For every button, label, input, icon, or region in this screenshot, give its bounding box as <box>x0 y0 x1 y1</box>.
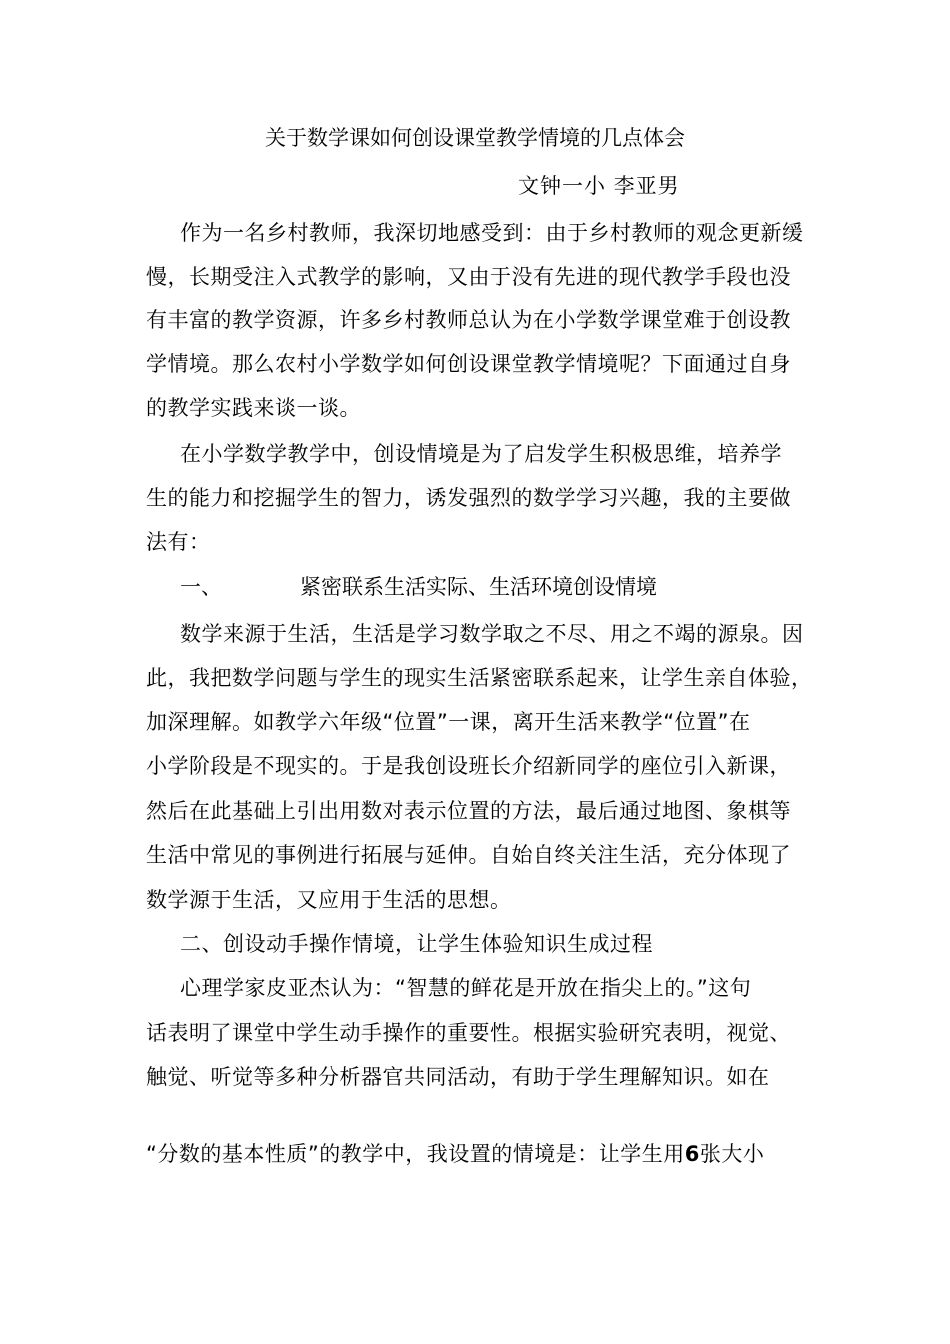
paragraph-line: 在小学数学教学中，创设情境是为了启发学生积极思维，培养学 <box>180 442 782 466</box>
paragraph-line: 加深理解。如教学六年级“位置”一课，离开生活来教学“位置”在 <box>146 710 751 734</box>
section-heading: 二、创设动手操作情境，让学生体验知识生成过程 <box>180 932 653 956</box>
paragraph-line: 作为一名乡村教师，我深切地感受到：由于乡村教师的观念更新缓 <box>180 221 804 245</box>
paragraph-line: 生的能力和挖掘学生的智力，诱发强烈的数学学习兴趣，我的主要做 <box>146 486 791 510</box>
paragraph-line: 慢，长期受注入式教学的影响，又由于没有先进的现代教学手段也没 <box>146 265 791 289</box>
paragraph-line: 法有： <box>146 530 211 554</box>
paragraph-line: 数学来源于生活，生活是学习数学取之不尽、用之不竭的源泉。因 <box>180 622 804 646</box>
paragraph-line: 然后在此基础上引出用数对表示位置的方法，最后通过地图、象棋等 <box>146 799 791 823</box>
text-segment: 张大小 <box>699 1142 765 1166</box>
paragraph-line: 触觉、听觉等多种分析器官共同活动，有助于学生理解知识。如在 <box>146 1065 770 1089</box>
paragraph-line: 生活中常见的事例进行拓展与延伸。自始自终关注生活，充分体现了 <box>146 843 791 867</box>
section-heading-number: 一、 <box>180 575 222 599</box>
section-heading: 紧密联系生活实际、生活环境创设情境 <box>300 575 657 599</box>
paragraph-line <box>146 1140 764 1168</box>
paragraph-line: 此，我把数学问题与学生的现实生活紧密联系起来，让学生亲自体验， <box>146 666 813 690</box>
paragraph-line: 有丰富的教学资源，许多乡村教师总认为在小学数学课堂难于创设教 <box>146 308 791 332</box>
paragraph-line: 心理学家皮亚杰认为：“智慧的鲜花是开放在指尖上的。”这句 <box>180 976 752 1000</box>
paragraph-line: 小学阶段是不现实的。于是我创设班长介绍新同学的座位引入新课， <box>146 754 791 778</box>
number-text: 6 <box>684 1142 700 1166</box>
text-segment: “分数的基本性质”的教学中，我设置的情境是：让学生用 <box>146 1142 685 1166</box>
paragraph-line: 学情境。那么农村小学数学如何创设课堂教学情境呢？下面通过自身 <box>146 352 791 376</box>
document-title: 关于数学课如何创设课堂教学情境的几点体会 <box>265 126 685 150</box>
paragraph-line: 数学源于生活，又应用于生活的思想。 <box>146 888 512 912</box>
paragraph-line: 话表明了课堂中学生动手操作的重要性。根据实验研究表明，视觉、 <box>146 1021 791 1045</box>
paragraph-line: 的教学实践来谈一谈。 <box>146 396 361 420</box>
document-author: 文钟一小 李亚男 <box>518 174 680 198</box>
